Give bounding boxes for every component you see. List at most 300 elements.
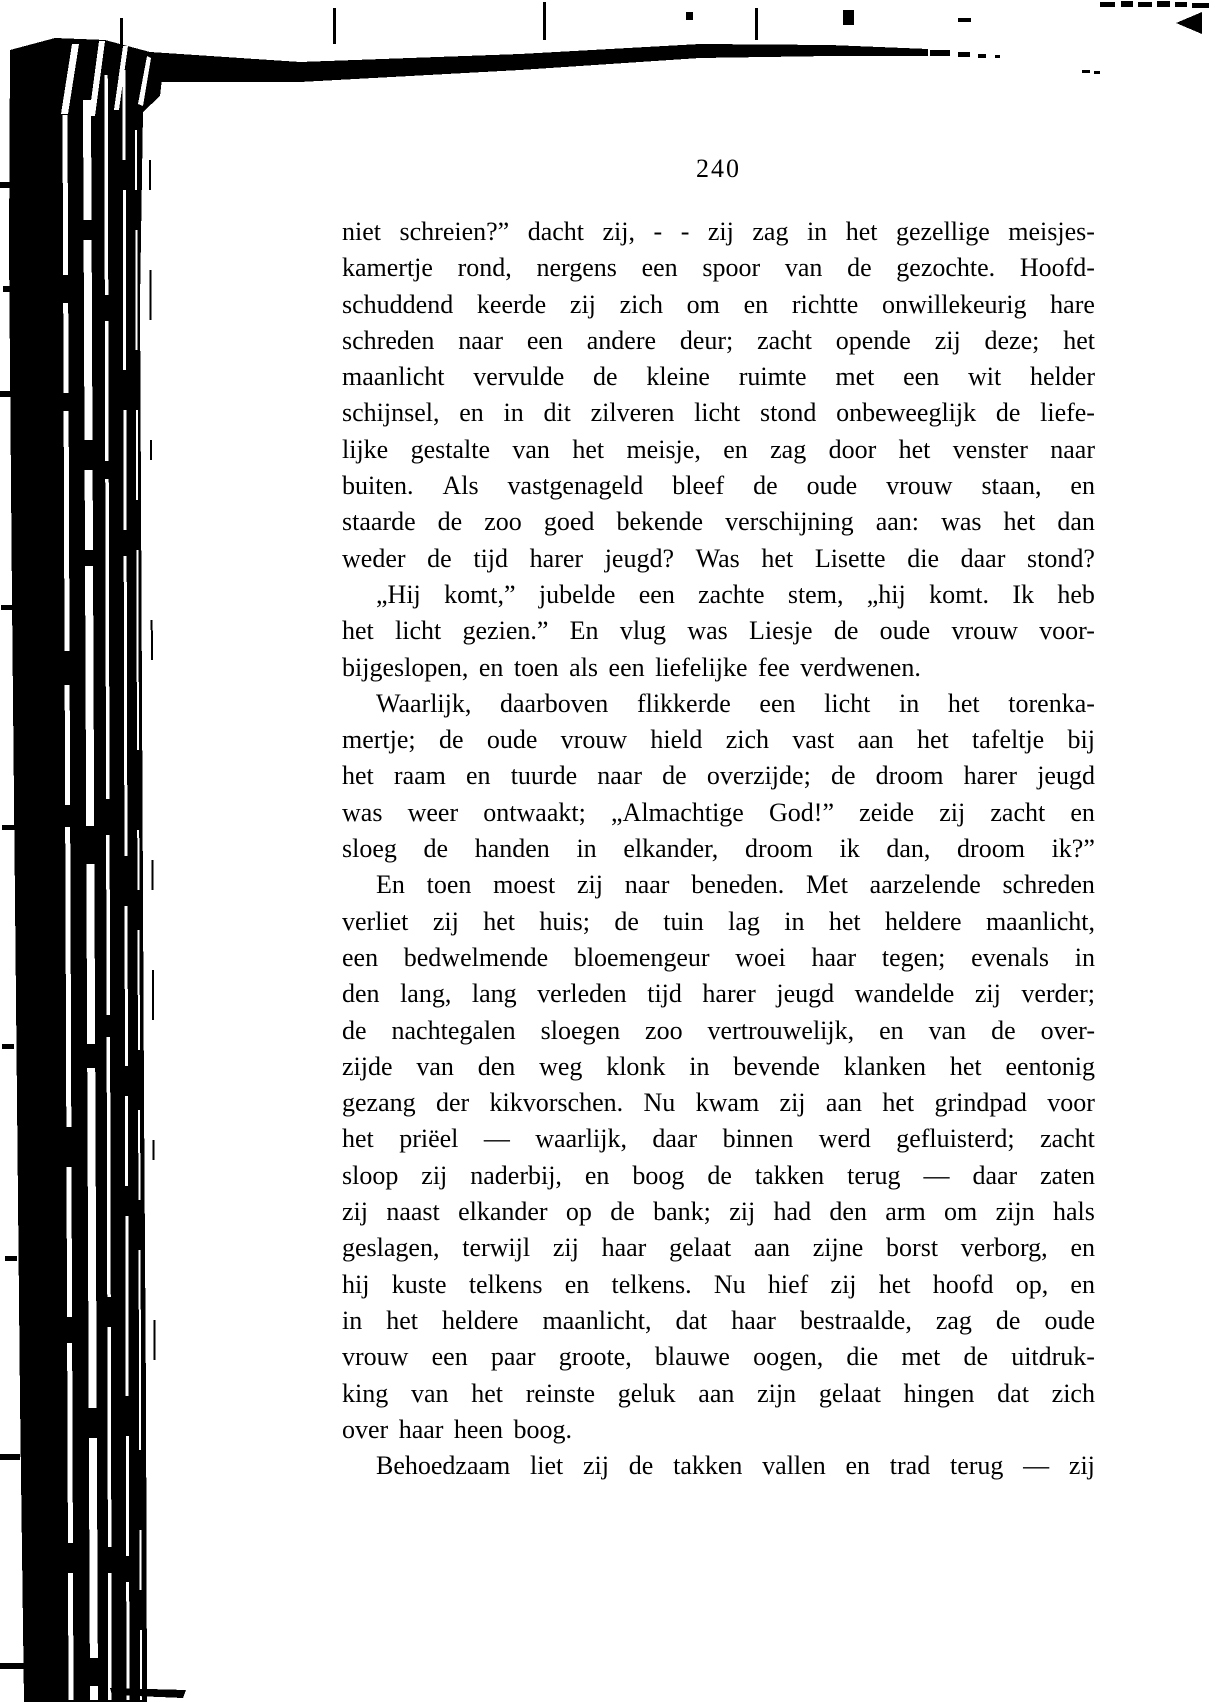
- word: bedwelmende: [403, 942, 549, 972]
- word: kleine: [646, 362, 710, 392]
- word: aarzelende: [869, 870, 981, 900]
- word: dan,: [886, 834, 931, 864]
- word: „Hij: [376, 579, 421, 609]
- word: aan: [857, 725, 894, 755]
- word: Als: [442, 471, 479, 501]
- word: zij,: [602, 217, 636, 246]
- text-line: [342, 1049, 1095, 1085]
- word: staarde: [342, 507, 416, 537]
- word: goed: [543, 507, 595, 537]
- word: reinste: [525, 1378, 596, 1408]
- word: en: [845, 1451, 871, 1481]
- word: een: [641, 253, 678, 283]
- word: de: [995, 1305, 1021, 1335]
- binding-streaks: [65, 70, 141, 1700]
- word: in: [576, 834, 597, 864]
- word: tafeltje: [972, 725, 1045, 755]
- word: stond?: [1027, 543, 1095, 573]
- word: aan: [698, 1378, 735, 1408]
- word: een: [759, 688, 796, 718]
- word: zij: [342, 1197, 368, 1227]
- text-line: [342, 323, 1095, 359]
- word: verschijning: [725, 507, 854, 537]
- word: schreden: [1002, 870, 1095, 900]
- word: van: [416, 1051, 454, 1081]
- word: oude: [879, 616, 931, 646]
- word: nachtegalen: [391, 1015, 516, 1045]
- word: blauwe: [654, 1342, 730, 1372]
- word: den: [477, 1051, 516, 1081]
- word: torenka-: [1008, 688, 1095, 718]
- word: hals: [1052, 1197, 1095, 1227]
- word: naar: [624, 870, 670, 900]
- word: zij: [569, 289, 596, 319]
- word: zij: [830, 1269, 857, 1299]
- word: grindpad: [934, 1088, 1027, 1118]
- word: zag: [752, 217, 789, 246]
- word: bank;: [653, 1197, 711, 1227]
- word: van: [512, 434, 550, 464]
- word: weg: [539, 1051, 583, 1081]
- text-line: [342, 613, 1095, 649]
- word: een: [342, 942, 379, 972]
- word: de: [963, 1342, 989, 1372]
- word: zij: [432, 906, 459, 936]
- word: lang,: [400, 979, 452, 1009]
- word: haar: [601, 1233, 647, 1263]
- word: verder;: [1021, 979, 1095, 1009]
- left-margin-dash-marks: [0, 182, 26, 1669]
- word: naar: [597, 761, 643, 791]
- text-line: [342, 359, 1095, 395]
- word: binnen: [722, 1124, 794, 1154]
- word: het: [471, 1378, 504, 1408]
- word: kikvorschen.: [489, 1088, 624, 1118]
- word: tijd: [473, 543, 509, 573]
- word: vrouw: [560, 725, 628, 755]
- word: en: [743, 289, 769, 319]
- word: het: [828, 906, 861, 936]
- word: om: [686, 289, 720, 319]
- word: in: [1074, 942, 1095, 972]
- word: het: [342, 1124, 374, 1154]
- word: terwijl: [462, 1233, 531, 1263]
- word: zacht: [1040, 1124, 1095, 1154]
- word: en: [1070, 1233, 1095, 1263]
- word: flikkerde: [636, 688, 731, 718]
- word: de: [830, 761, 856, 791]
- word: paar: [490, 1342, 536, 1372]
- word: kuste: [391, 1269, 447, 1299]
- word: daar: [960, 543, 1006, 573]
- word: zij: [421, 1160, 448, 1190]
- body-text: [342, 214, 1095, 1484]
- word: hief: [767, 1269, 809, 1299]
- text-line: [342, 831, 1095, 867]
- word: schuddend: [342, 289, 454, 319]
- word: uitdruk-: [1011, 1342, 1095, 1372]
- word: ontwaakt;: [483, 797, 586, 827]
- word: een: [526, 325, 563, 355]
- word: komt,”: [444, 579, 516, 609]
- word: „hij: [866, 579, 906, 609]
- text-line: [342, 1013, 1095, 1049]
- word: en: [723, 434, 748, 464]
- word: zij: [939, 797, 966, 827]
- word: tijd: [647, 979, 682, 1009]
- word: zoo: [645, 1015, 683, 1045]
- word: naast: [386, 1197, 440, 1227]
- word: —: [1023, 1451, 1050, 1481]
- word: oude: [1044, 1305, 1095, 1335]
- word: waarlijk,: [535, 1124, 627, 1154]
- text-line: [342, 468, 1095, 504]
- text-line: [342, 504, 1095, 540]
- word: haar: [811, 942, 857, 972]
- word: oude: [806, 471, 858, 501]
- word: tuurde: [510, 761, 578, 791]
- word: -: [680, 217, 690, 246]
- word: maanlicht: [342, 362, 445, 392]
- word: hingen: [903, 1378, 975, 1408]
- word: —: [923, 1160, 950, 1190]
- word: het: [1003, 507, 1036, 537]
- word: zij: [934, 325, 961, 355]
- text-line: [342, 1121, 1095, 1157]
- word: groote,: [558, 1342, 632, 1372]
- word: op,: [1015, 1269, 1049, 1299]
- word: rond,: [457, 253, 512, 283]
- word: heb: [1057, 579, 1095, 609]
- word: het: [386, 1305, 418, 1335]
- word: droom: [875, 761, 944, 791]
- word: liefe-: [1040, 398, 1095, 428]
- word: boog: [632, 1160, 685, 1190]
- word: die: [846, 1342, 879, 1372]
- word: buiten.: [342, 471, 414, 501]
- word: vrouw: [886, 471, 953, 501]
- word: vertrouwelijk,: [707, 1015, 855, 1045]
- word: de: [662, 761, 687, 791]
- word: zich: [619, 289, 663, 319]
- text-line: [342, 1448, 1095, 1484]
- word: elkander: [458, 1197, 548, 1227]
- text-line: [342, 867, 1095, 903]
- word: dat: [997, 1378, 1029, 1408]
- word: keerde: [476, 289, 547, 319]
- word: moest: [493, 870, 556, 900]
- word: den: [829, 1197, 867, 1227]
- word: zoo: [484, 507, 522, 537]
- word: En: [376, 870, 405, 900]
- word: dan: [1057, 507, 1095, 537]
- word: het: [1063, 325, 1095, 355]
- text-line: [342, 1085, 1095, 1121]
- word: en: [1070, 471, 1095, 501]
- word: was: [687, 616, 728, 646]
- top-right-dash-marks: [1100, 1, 1209, 8]
- text-line: [342, 686, 1095, 722]
- text-line: [342, 541, 1095, 577]
- word: in: [806, 217, 828, 246]
- word: de: [427, 543, 452, 573]
- word: was: [342, 797, 383, 827]
- word: de: [342, 1015, 367, 1045]
- word: oude: [486, 725, 538, 755]
- page-number: 240: [696, 154, 741, 183]
- word: licht: [395, 616, 442, 646]
- word: aan: [753, 1233, 791, 1263]
- word: van: [928, 1015, 967, 1045]
- word: weder: [342, 543, 406, 573]
- word: op: [565, 1197, 592, 1227]
- word: de: [995, 398, 1021, 428]
- word: heldere: [441, 1305, 519, 1335]
- word: terug: [949, 1451, 1004, 1481]
- word: liet: [530, 1451, 564, 1481]
- word: zij: [707, 217, 734, 246]
- word: naar: [1050, 434, 1095, 464]
- word: tegen;: [881, 942, 946, 972]
- text-line: [342, 1376, 1095, 1412]
- word: aan:: [875, 507, 920, 537]
- word: het: [483, 906, 515, 936]
- bottom-edge-smudge: [110, 1688, 186, 1698]
- word: „Almachtige: [611, 797, 744, 827]
- binding-highlight-slashes: [61, 41, 151, 116]
- word: het: [342, 761, 374, 791]
- word: en: [459, 398, 484, 428]
- word: ik?”: [1051, 834, 1095, 864]
- word: in: [899, 688, 920, 718]
- word: het: [949, 1051, 982, 1081]
- text-line: [342, 1194, 1095, 1230]
- top-edge-scan-band: [16, 44, 928, 100]
- word: God!”: [769, 797, 834, 827]
- word: gezien.”: [462, 616, 549, 646]
- text-line: over haar heen boog.: [342, 1414, 573, 1444]
- word: zij: [552, 1233, 579, 1263]
- word: die: [907, 543, 939, 573]
- word: sloegen: [540, 1015, 621, 1045]
- word: zij: [583, 1451, 610, 1481]
- word: richtte: [791, 289, 859, 319]
- text-line: bijgeslopen, en toen als een liefelijke fee verdwenen.: [342, 652, 921, 682]
- text-line: [342, 287, 1095, 323]
- word: het: [878, 1269, 911, 1299]
- word: de: [437, 507, 463, 537]
- word: de: [438, 725, 464, 755]
- word: en: [1070, 1269, 1095, 1299]
- word: de: [610, 1197, 635, 1227]
- word: gezochte.: [896, 253, 996, 283]
- text-line: [342, 1339, 1095, 1375]
- word: lijke: [342, 434, 389, 464]
- word: Behoedzaam: [376, 1451, 511, 1481]
- word: wit: [968, 362, 1002, 392]
- word: werd: [818, 1124, 871, 1154]
- word: de: [833, 616, 859, 646]
- word: evenals: [971, 942, 1050, 972]
- word: lag: [728, 906, 760, 936]
- word: gelaat: [669, 1233, 732, 1263]
- text-line: [342, 976, 1095, 1012]
- text-line: [342, 904, 1095, 940]
- word: hij: [342, 1269, 370, 1299]
- word: Was: [695, 543, 740, 573]
- word: onwillekeurig: [882, 289, 1027, 319]
- word: der: [435, 1088, 470, 1118]
- word: Waarlijk,: [376, 688, 472, 718]
- word: bij: [1067, 725, 1095, 755]
- word: de: [753, 471, 778, 501]
- word: stond: [760, 398, 817, 428]
- word: daarboven: [500, 688, 609, 718]
- word: weer: [407, 797, 459, 827]
- word: telkens: [468, 1269, 543, 1299]
- text-line: [342, 1158, 1095, 1194]
- word: het: [916, 725, 949, 755]
- word: toen: [426, 870, 472, 900]
- word: droom: [957, 834, 1025, 864]
- text-line: [342, 250, 1095, 286]
- word: het: [761, 543, 794, 573]
- word: nergens: [536, 253, 617, 283]
- text-line: [342, 214, 1095, 250]
- binding-ragged-edge: [150, 160, 155, 1500]
- word: dacht: [527, 217, 585, 246]
- word: harer: [529, 543, 584, 573]
- word: helder: [1030, 362, 1095, 392]
- word: zijn: [995, 1197, 1035, 1227]
- text-line: [342, 577, 1095, 613]
- word: het: [898, 434, 931, 464]
- word: zacht: [757, 325, 812, 355]
- word: elkander,: [623, 834, 719, 864]
- text-line: [342, 1303, 1095, 1339]
- word: en: [564, 1269, 590, 1299]
- word: Hoofd-: [1019, 253, 1095, 283]
- word: huis;: [539, 906, 590, 936]
- word: eentonig: [1005, 1051, 1095, 1081]
- word: met: [835, 362, 875, 392]
- text-line: [342, 395, 1095, 431]
- word: vrouw: [951, 616, 1018, 646]
- word: woei: [735, 942, 786, 972]
- word: borst: [886, 1233, 939, 1263]
- word: arm: [885, 1197, 926, 1227]
- word: het: [947, 688, 980, 718]
- word: om: [944, 1197, 978, 1227]
- word: het: [882, 1088, 915, 1118]
- word: meisje,: [626, 434, 701, 464]
- word: zacht: [990, 797, 1046, 827]
- word: de: [847, 253, 872, 283]
- text-line: [342, 1230, 1095, 1266]
- word: —: [483, 1124, 510, 1154]
- word: zijde: [342, 1051, 393, 1081]
- word: takken: [673, 1451, 743, 1481]
- word: bevende: [733, 1051, 820, 1081]
- word: wandelde: [854, 979, 955, 1009]
- word: trad: [889, 1451, 931, 1481]
- word: was: [941, 507, 982, 537]
- word: kwam: [695, 1088, 760, 1118]
- text-line: [342, 795, 1095, 831]
- word: van: [784, 253, 823, 283]
- word: het: [572, 434, 605, 464]
- word: andere: [586, 325, 657, 355]
- word: verleden: [537, 979, 627, 1009]
- word: tuin: [663, 906, 704, 936]
- word: jeugd?: [604, 543, 675, 573]
- word: naar: [458, 325, 503, 355]
- word: jubelde: [538, 579, 616, 609]
- word: Met: [806, 870, 848, 900]
- top-edge-band-dashes: [930, 50, 1100, 74]
- word: geslagen,: [342, 1233, 440, 1263]
- text-line: [342, 940, 1095, 976]
- word: terug: [847, 1160, 901, 1190]
- word: lang: [471, 979, 517, 1009]
- word: naderbij,: [470, 1160, 562, 1190]
- word: een: [638, 579, 675, 609]
- word: spoor: [702, 253, 761, 283]
- word: bekende: [616, 507, 704, 537]
- word: in: [689, 1051, 710, 1081]
- word: de: [593, 362, 618, 392]
- word: stem,: [787, 579, 844, 609]
- text-line: [342, 758, 1095, 794]
- word: telkens.: [611, 1269, 692, 1299]
- word: droom: [744, 834, 813, 864]
- word: deze;: [984, 325, 1040, 355]
- word: gefluisterd;: [896, 1124, 1015, 1154]
- word: zij: [974, 979, 1001, 1009]
- word: zij: [1068, 1451, 1095, 1481]
- word: vallen: [762, 1451, 826, 1481]
- word: zag: [770, 434, 807, 464]
- word: klanken: [843, 1051, 927, 1081]
- word: en: [584, 1160, 610, 1190]
- word: harer: [963, 761, 1018, 791]
- word: sloeg: [342, 834, 397, 864]
- word: verliet: [342, 906, 409, 936]
- word: komt.: [929, 579, 990, 609]
- word: bleef: [672, 471, 725, 501]
- word: opende: [835, 325, 911, 355]
- word: overzijde;: [706, 761, 811, 791]
- word: staan,: [981, 471, 1042, 501]
- word: en: [1070, 797, 1095, 827]
- word: daar: [972, 1160, 1018, 1190]
- word: harer: [702, 979, 756, 1009]
- word: heldere: [885, 906, 962, 936]
- word: priëel: [399, 1124, 459, 1154]
- word: geluk: [617, 1378, 676, 1408]
- word: aan: [825, 1088, 862, 1118]
- word: en: [879, 1015, 904, 1045]
- word: ik: [839, 834, 860, 864]
- word: gestalte: [410, 434, 491, 464]
- word: Nu: [713, 1269, 746, 1299]
- word: zeide: [859, 797, 915, 827]
- word: raam: [393, 761, 446, 791]
- word: van: [410, 1378, 449, 1408]
- word: de: [628, 1451, 654, 1481]
- word: deur;: [679, 325, 734, 355]
- word: het: [845, 217, 878, 246]
